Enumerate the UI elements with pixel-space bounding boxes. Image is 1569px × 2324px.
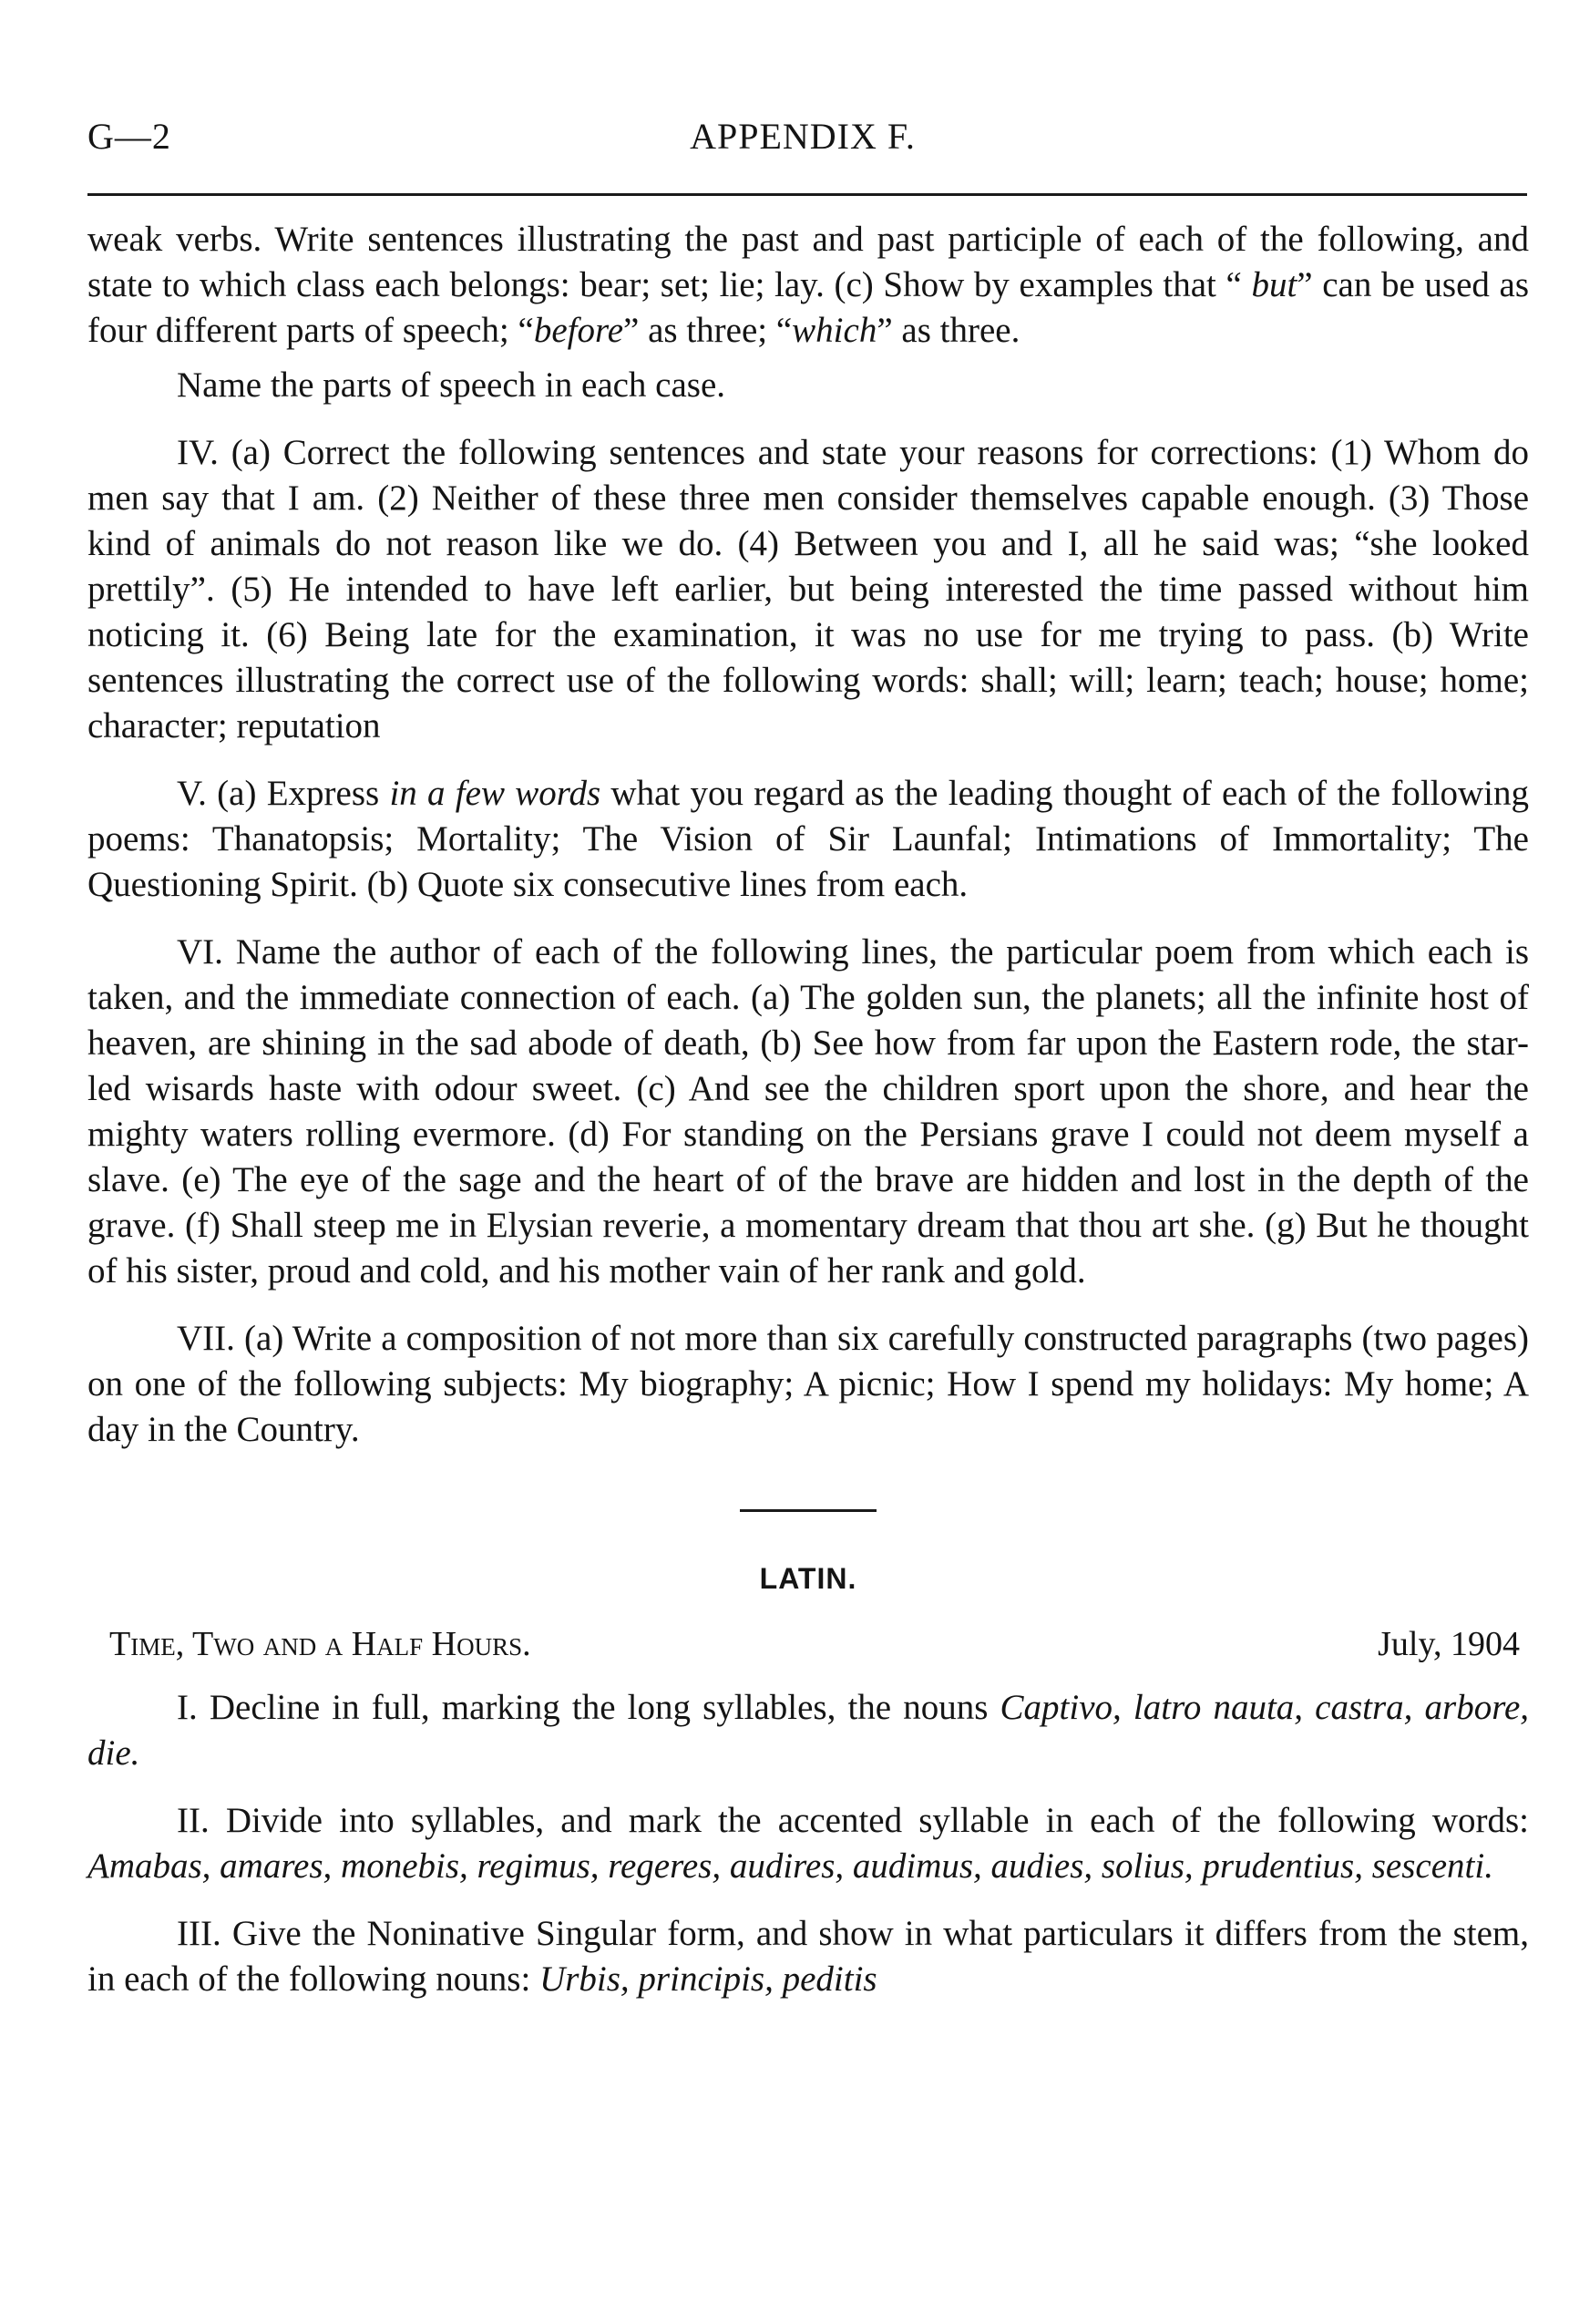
header-rule: [87, 193, 1527, 196]
exam-duration: Time, Two and a Half Hours.: [109, 1625, 531, 1663]
text-segment: II. Divide into syllables, and mark the accented syllable in each of the following words:: [177, 1801, 1529, 1840]
page-body: [87, 217, 1529, 2024]
text-segment: V. (a) Express: [177, 774, 390, 813]
section-title-latin: LATIN.: [759, 1562, 857, 1595]
text-segment: Name the parts of speech in each case.: [177, 365, 726, 405]
running-title: APPENDIX F.: [690, 116, 916, 157]
exam-date: July, 1904: [1378, 1625, 1520, 1663]
latin-question-iii: [87, 1911, 1529, 2002]
question-vii: [87, 1316, 1529, 1453]
page-header: [87, 115, 1518, 170]
text-segment: what you regard as the leading thought of each of the following poems: Thanatopsis; Mortality; The Vision of Sir Launfal; Intimations of Immortality; The Questioning Spirit. (b) Quote six consecutive lines from each.: [87, 774, 1529, 904]
italic-text-segment: Amabas, amares, monebis, regimus, regeres, audires, audimus, audies, solius, prudentius, sescenti.: [87, 1846, 1493, 1886]
italic-text-segment: Urbis, principis, peditis: [539, 1959, 877, 1999]
italic-text-segment: before: [533, 311, 624, 350]
question-iv: [87, 430, 1529, 749]
text-segment: I. Decline in full, marking the long syllables, the nouns: [177, 1688, 1000, 1727]
italic-text-segment: which: [792, 311, 877, 350]
text-segment: weak verbs. Write sentences illustrating the past and past participle of each of the following, and state to which class each belongs: bear; set; lie; lay. (c) Show by examples that “: [87, 220, 1529, 304]
paragraph-parts-of-speech: [87, 363, 1529, 408]
text-segment: ” as three; “: [623, 311, 793, 350]
italic-text-segment: in a few words: [389, 774, 601, 813]
paragraph-continued: [87, 217, 1529, 354]
italic-text-segment: but: [1251, 265, 1297, 304]
italic-text-segment: Captivo, latro nauta, castra, arbore, die.: [87, 1688, 1530, 1773]
question-v: [87, 771, 1529, 908]
text-segment: IV. (a) Correct the following sentences and state your reasons for corrections: (1) Whom do men say that I am. (2) Neither of these three men consider themselves capable enough. (3) Those kind of animals do not reason like we do. (4) Between you and I, all he said was; “she looked prettily”. (5) He intended to have left earlier, but being interested the time passed without him noticing it. (6) Being late for the examination, it was no use for me trying to pass. (b) Write sentences illustrating the correct use of the following words: shall; will; learn; teach; house; home; character; reputation: [87, 433, 1529, 746]
text-segment: ” can be used as four different parts of speech; “: [87, 265, 1529, 350]
text-segment: VI. Name the author of each of the following lines, the particular poem from which each is taken, and the immediate connection of each. (a) The golden sun, the planets; all the infinite host of heaven, are shining in the sad abode of death, (b) See how from far upon the Eastern rode, the star-led wisards haste with odour sweet. (c) And see the children sport upon the shore, and hear the mighty waters rolling evermore. (d) For standing on the Persians grave I could not deem myself a slave. (e) The eye of the sage and the heart of of the brave are hidden and lost in the depth of the grave. (f) Shall steep me in Elysian reverie, a momentary dream that thou art she. (g) But he thought of his sister, proud and cold, and his mother vain of her rank and gold.: [87, 932, 1529, 1291]
text-segment: VII. (a) Write a composition of not more than six carefully constructed paragraphs (two pages) on one of the following subjects: My biography; A picnic; How I spend my holidays: My home; A day in the Country.: [87, 1319, 1529, 1449]
text-segment: III. Give the Noninative Singular form, and show in what particulars it differs from the stem, in each of the following nouns:: [87, 1914, 1529, 1999]
latin-question-ii: [87, 1798, 1529, 1889]
text-segment: ” as three.: [877, 311, 1020, 350]
section-divider: [740, 1509, 877, 1512]
page-number: G—2: [87, 116, 171, 157]
latin-question-i: [87, 1685, 1529, 1776]
exam-time-line: [87, 1621, 1529, 1672]
question-vi: [87, 930, 1529, 1294]
